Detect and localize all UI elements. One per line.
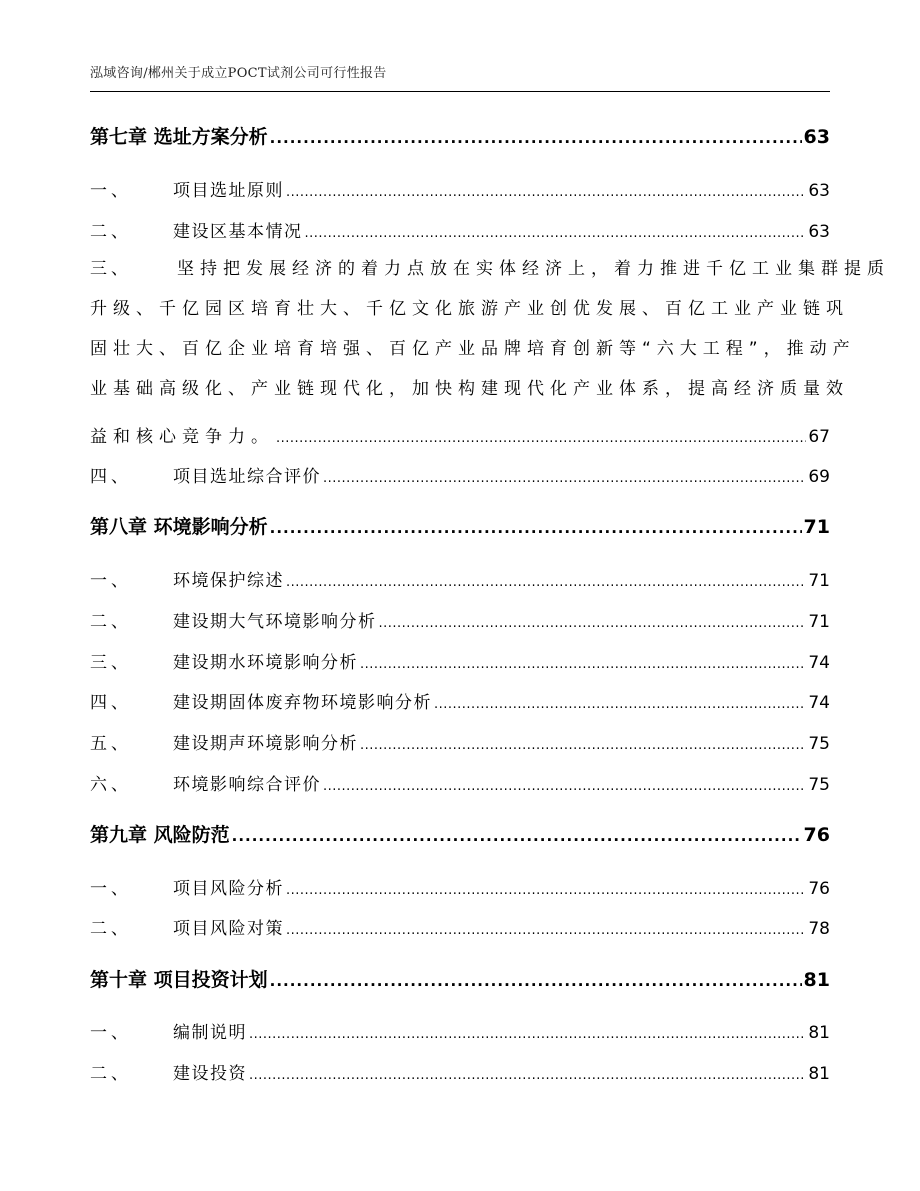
section-number: 六、 <box>90 775 132 795</box>
section-number: 二、 <box>90 1064 132 1084</box>
page-number: 81 <box>808 1023 830 1043</box>
page-number: 69 <box>808 467 830 487</box>
dot-leader <box>286 575 806 590</box>
page-number: 63 <box>808 222 830 242</box>
toc-section-8-6[interactable] <box>90 770 830 795</box>
toc-section-8-2[interactable] <box>90 607 830 632</box>
dot-leader <box>434 697 806 712</box>
section-number: 二、 <box>90 612 132 632</box>
section-title: 项目风险对策 <box>173 919 284 939</box>
section-title: 建设期声环境影响分析 <box>173 734 358 754</box>
section-title: 项目风险分析 <box>173 879 284 899</box>
toc-section-8-4[interactable] <box>90 688 830 713</box>
dot-leader <box>286 883 806 898</box>
chapter-title: 第九章 风险防范 <box>90 824 230 846</box>
section-number: 三、 <box>90 259 132 279</box>
section-title: 项目选址原则 <box>173 181 284 201</box>
toc-section-8-3[interactable] <box>90 648 830 673</box>
toc-section-9-2[interactable] <box>90 914 830 939</box>
section-title: 建设区基本情况 <box>173 222 303 242</box>
toc-section-8-1[interactable] <box>90 566 830 591</box>
section-number: 一、 <box>90 181 132 201</box>
page-number: 63 <box>803 126 830 148</box>
dot-leader <box>270 519 802 537</box>
page-number: 71 <box>803 516 830 538</box>
dot-leader <box>249 1027 806 1042</box>
dot-leader <box>379 616 807 631</box>
section-title: 建设期水环境影响分析 <box>173 653 358 673</box>
page-number: 74 <box>808 693 830 713</box>
section-number: 一、 <box>90 1023 132 1043</box>
page-number: 63 <box>808 181 830 201</box>
toc-section-10-2[interactable] <box>90 1059 830 1084</box>
dot-leader <box>305 226 807 241</box>
dot-leader <box>232 827 802 845</box>
section-title-line-3: 固壮大、百亿企业培育培强、百亿产业品牌培育创新等“六大工程”，推动产 <box>90 339 856 359</box>
page-number: 75 <box>808 775 830 795</box>
section-title: 建设期固体废弃物环境影响分析 <box>173 693 432 713</box>
chapter-title: 第十章 项目投资计划 <box>90 969 268 991</box>
chapter-title: 第八章 环境影响分析 <box>90 516 268 538</box>
page-number: 67 <box>808 427 830 447</box>
page-number: 81 <box>808 1064 830 1084</box>
dot-leader <box>270 129 802 147</box>
page-number: 76 <box>808 879 830 899</box>
dot-leader <box>286 923 806 938</box>
toc-chapter-10[interactable] <box>90 965 830 992</box>
section-title: 项目选址综合评价 <box>173 467 321 487</box>
dot-leader <box>276 431 806 446</box>
dot-leader <box>323 471 806 486</box>
toc-section-8-5[interactable] <box>90 729 830 754</box>
toc-section-7-1[interactable] <box>90 176 830 201</box>
section-number: 一、 <box>90 571 132 591</box>
section-title: 建设期大气环境影响分析 <box>173 612 377 632</box>
page-number: 71 <box>808 571 830 591</box>
page-number: 81 <box>803 969 830 991</box>
page-number: 71 <box>808 612 830 632</box>
dot-leader <box>323 779 806 794</box>
section-number: 二、 <box>90 919 132 939</box>
dot-leader <box>360 738 806 753</box>
section-number: 一、 <box>90 879 132 899</box>
section-number: 二、 <box>90 222 132 242</box>
section-title: 环境保护综述 <box>173 571 284 591</box>
toc-section-7-2[interactable] <box>90 217 830 242</box>
toc-chapter-7[interactable] <box>90 122 830 149</box>
page-number: 76 <box>803 824 830 846</box>
section-title: 建设投资 <box>173 1064 247 1084</box>
section-title-line-1: 坚持把发展经济的着力点放在实体经济上，着力推进千亿工业集群提质 <box>177 259 890 279</box>
page-number: 74 <box>808 653 830 673</box>
dot-leader <box>270 972 802 990</box>
section-number: 四、 <box>90 693 132 713</box>
dot-leader <box>360 657 806 672</box>
section-number: 三、 <box>90 653 132 673</box>
section-title: 环境影响综合评价 <box>173 775 321 795</box>
section-title: 编制说明 <box>173 1023 247 1043</box>
toc-section-7-3-end[interactable] <box>90 422 830 447</box>
section-title-line-5: 益和核心竞争力。 <box>90 427 274 447</box>
header-rule <box>90 91 830 92</box>
toc-chapter-8[interactable] <box>90 512 830 539</box>
dot-leader <box>249 1068 806 1083</box>
toc-chapter-9[interactable] <box>90 820 830 847</box>
running-header: 泓域咨询/郴州关于成立POCT试剂公司可行性报告 <box>90 66 387 81</box>
section-number: 五、 <box>90 734 132 754</box>
page-number: 75 <box>808 734 830 754</box>
toc-section-9-1[interactable] <box>90 874 830 899</box>
toc-section-10-1[interactable] <box>90 1018 830 1043</box>
section-title-line-4: 业基础高级化、产业链现代化，加快构建现代化产业体系，提高经济质量效 <box>90 379 849 399</box>
toc-section-7-4[interactable] <box>90 462 830 487</box>
page-number: 78 <box>808 919 830 939</box>
chapter-title: 第七章 选址方案分析 <box>90 126 268 148</box>
toc-section-7-3[interactable] <box>90 249 890 409</box>
section-title-line-2: 升级、千亿园区培育壮大、千亿文化旅游产业创优发展、百亿工业产业链巩 <box>90 299 849 319</box>
section-number: 四、 <box>90 467 132 487</box>
dot-leader <box>286 185 806 200</box>
